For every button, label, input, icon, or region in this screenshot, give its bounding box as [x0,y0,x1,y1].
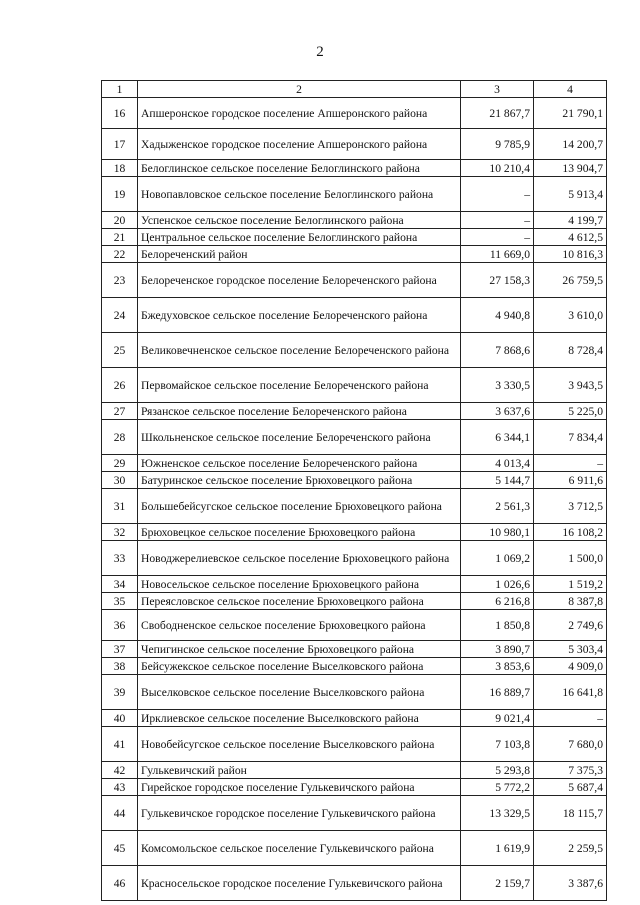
table-row [102,710,607,727]
table-row [102,368,607,403]
row-name-cell: Белореченский район [138,246,461,263]
row-name-cell: Комсомольское сельское поселение Гулькевичского района [138,831,461,866]
row-value-col3-cell: 1 850,8 [461,610,534,641]
row-value-col3-cell: 1 069,2 [461,541,534,576]
row-name-cell: Белоглинское сельское поселение Белоглинского района [138,160,461,177]
row-value-col4-cell: 4 909,0 [534,658,607,675]
row-value-col4-cell: 5 913,4 [534,177,607,212]
row-value-col4-cell: 7 375,3 [534,762,607,779]
row-number-cell: 45 [102,831,138,866]
row-name-cell: Центральное сельское поселение Белоглинского района [138,229,461,246]
row-number-cell: 43 [102,779,138,796]
row-value-col3-cell: 1 619,9 [461,831,534,866]
table-row [102,229,607,246]
row-value-col3-cell: 1 026,6 [461,576,534,593]
row-number-cell: 25 [102,333,138,368]
row-value-col3-cell: 6 216,8 [461,593,534,610]
table-row [102,298,607,333]
row-name-cell: Бейсужекское сельское поселение Выселковского района [138,658,461,675]
row-value-col4-cell: 3 610,0 [534,298,607,333]
row-value-col4-cell: 4 612,5 [534,229,607,246]
row-value-col3-cell: 2 159,7 [461,866,534,901]
row-number-cell: 36 [102,610,138,641]
row-value-col3-cell: 3 637,6 [461,403,534,420]
row-value-col4-cell: 2 749,6 [534,610,607,641]
table-row [102,472,607,489]
row-value-col3-cell: 2 561,3 [461,489,534,524]
row-name-cell: Гулькевичский район [138,762,461,779]
row-value-col4-cell: – [534,455,607,472]
row-value-col3-cell: 9 021,4 [461,710,534,727]
row-number-cell: 35 [102,593,138,610]
row-name-cell: Первомайское сельское поселение Белореченского района [138,368,461,403]
row-number-cell: 34 [102,576,138,593]
row-value-col4-cell: 6 911,6 [534,472,607,489]
row-name-cell: Выселковское сельское поселение Выселковского района [138,675,461,710]
row-number-cell: 46 [102,866,138,901]
header-cell-col4: 4 [534,81,607,98]
row-number-cell: 20 [102,212,138,229]
row-value-col4-cell: 16 108,2 [534,524,607,541]
row-name-cell: Новоджерелиевское сельское поселение Брюховецкого района [138,541,461,576]
row-name-cell: Бжедуховское сельское поселение Белореченского района [138,298,461,333]
table-row [102,727,607,762]
table-row [102,541,607,576]
row-name-cell: Апшеронское городское поселение Апшеронского района [138,98,461,129]
row-value-col3-cell: 4 940,8 [461,298,534,333]
row-value-col3-cell: 5 772,2 [461,779,534,796]
table-row [102,489,607,524]
row-value-col4-cell: 14 200,7 [534,129,607,160]
row-name-cell: Новопавловское сельское поселение Белоглинского района [138,177,461,212]
row-value-col3-cell: 16 889,7 [461,675,534,710]
row-value-col3-cell: 27 158,3 [461,263,534,298]
row-number-cell: 33 [102,541,138,576]
row-number-cell: 41 [102,727,138,762]
row-value-col4-cell: 4 199,7 [534,212,607,229]
table-row [102,524,607,541]
table-row [102,98,607,129]
row-name-cell: Гирейское городское поселение Гулькевичского района [138,779,461,796]
row-value-col3-cell: 10 980,1 [461,524,534,541]
row-number-cell: 22 [102,246,138,263]
row-name-cell: Южненское сельское поселение Белореченского района [138,455,461,472]
row-number-cell: 29 [102,455,138,472]
row-value-col4-cell: 5 225,0 [534,403,607,420]
row-name-cell: Свободненское сельское поселение Брюховецкого района [138,610,461,641]
table-row [102,246,607,263]
table-row [102,212,607,229]
row-name-cell: Чепигинское сельское поселение Брюховецкого района [138,641,461,658]
header-cell-col2: 2 [138,81,461,98]
row-value-col4-cell: 3 712,5 [534,489,607,524]
table-row [102,675,607,710]
row-value-col3-cell: 21 867,7 [461,98,534,129]
table-body [102,81,607,901]
row-name-cell: Великовечненское сельское поселение Белореченского района [138,333,461,368]
row-value-col3-cell: 10 210,4 [461,160,534,177]
row-value-col4-cell: 3 387,6 [534,866,607,901]
row-number-cell: 31 [102,489,138,524]
row-value-col3-cell: – [461,212,534,229]
table-row [102,576,607,593]
row-value-col4-cell: 1 519,2 [534,576,607,593]
row-number-cell: 32 [102,524,138,541]
row-value-col4-cell: 8 387,8 [534,593,607,610]
row-number-cell: 37 [102,641,138,658]
row-value-col4-cell: 18 115,7 [534,796,607,831]
row-value-col4-cell: 16 641,8 [534,675,607,710]
row-number-cell: 17 [102,129,138,160]
row-number-cell: 24 [102,298,138,333]
row-number-cell: 18 [102,160,138,177]
table-row [102,610,607,641]
row-value-col4-cell: 5 687,4 [534,779,607,796]
row-value-col4-cell: 26 759,5 [534,263,607,298]
table-row [102,177,607,212]
row-number-cell: 39 [102,675,138,710]
row-value-col4-cell: 5 303,4 [534,641,607,658]
table-row [102,403,607,420]
table-row [102,831,607,866]
table-row [102,160,607,177]
row-value-col3-cell: 7 868,6 [461,333,534,368]
row-name-cell: Гулькевичское городское поселение Гулькевичского района [138,796,461,831]
row-value-col3-cell: 6 344,1 [461,420,534,455]
table-row [102,866,607,901]
row-number-cell: 30 [102,472,138,489]
row-value-col4-cell: 13 904,7 [534,160,607,177]
row-value-col4-cell: 21 790,1 [534,98,607,129]
row-number-cell: 26 [102,368,138,403]
row-value-col3-cell: – [461,229,534,246]
row-number-cell: 38 [102,658,138,675]
row-name-cell: Успенское сельское поселение Белоглинского района [138,212,461,229]
header-cell-col3: 3 [461,81,534,98]
row-number-cell: 40 [102,710,138,727]
row-value-col3-cell: 4 013,4 [461,455,534,472]
row-number-cell: 16 [102,98,138,129]
row-name-cell: Ирклиевское сельское поселение Выселковского района [138,710,461,727]
table-row [102,796,607,831]
table-row [102,779,607,796]
table-row [102,658,607,675]
table-row [102,263,607,298]
row-value-col4-cell: 3 943,5 [534,368,607,403]
table-row [102,455,607,472]
row-name-cell: Переясловское сельское поселение Брюховецкого района [138,593,461,610]
row-value-col4-cell: 1 500,0 [534,541,607,576]
row-name-cell: Красносельское городское поселение Гулькевичского района [138,866,461,901]
row-name-cell: Рязанское сельское поселение Белореченского района [138,403,461,420]
row-value-col3-cell: 5 144,7 [461,472,534,489]
allocation-table [101,80,607,901]
row-value-col4-cell: 10 816,3 [534,246,607,263]
table-header-row [102,81,607,98]
table-row [102,593,607,610]
table-row [102,641,607,658]
page-number: 2 [316,44,324,60]
row-number-cell: 28 [102,420,138,455]
row-number-cell: 44 [102,796,138,831]
row-value-col3-cell: 7 103,8 [461,727,534,762]
row-number-cell: 27 [102,403,138,420]
row-value-col3-cell: 9 785,9 [461,129,534,160]
row-number-cell: 42 [102,762,138,779]
row-name-cell: Новобейсугское сельское поселение Выселковского района [138,727,461,762]
row-name-cell: Большебейсугское сельское поселение Брюховецкого района [138,489,461,524]
table-row [102,333,607,368]
row-value-col4-cell: 7 834,4 [534,420,607,455]
row-value-col3-cell: 13 329,5 [461,796,534,831]
table-row [102,420,607,455]
row-number-cell: 21 [102,229,138,246]
row-value-col4-cell: 2 259,5 [534,831,607,866]
row-name-cell: Школьненское сельское поселение Белореченского района [138,420,461,455]
row-value-col3-cell: 3 890,7 [461,641,534,658]
row-value-col3-cell: 5 293,8 [461,762,534,779]
row-number-cell: 19 [102,177,138,212]
row-value-col4-cell: – [534,710,607,727]
row-value-col4-cell: 8 728,4 [534,333,607,368]
row-name-cell: Хадыженское городское поселение Апшеронского района [138,129,461,160]
row-value-col3-cell: 3 853,6 [461,658,534,675]
row-value-col3-cell: – [461,177,534,212]
header-cell-col1: 1 [102,81,138,98]
row-name-cell: Брюховецкое сельское поселение Брюховецкого района [138,524,461,541]
row-value-col4-cell: 7 680,0 [534,727,607,762]
row-value-col3-cell: 3 330,5 [461,368,534,403]
table-row [102,129,607,160]
table-row [102,762,607,779]
row-name-cell: Батуринское сельское поселение Брюховецкого района [138,472,461,489]
row-value-col3-cell: 11 669,0 [461,246,534,263]
row-name-cell: Новосельское сельское поселение Брюховецкого района [138,576,461,593]
row-name-cell: Белореченское городское поселение Белореченского района [138,263,461,298]
row-number-cell: 23 [102,263,138,298]
